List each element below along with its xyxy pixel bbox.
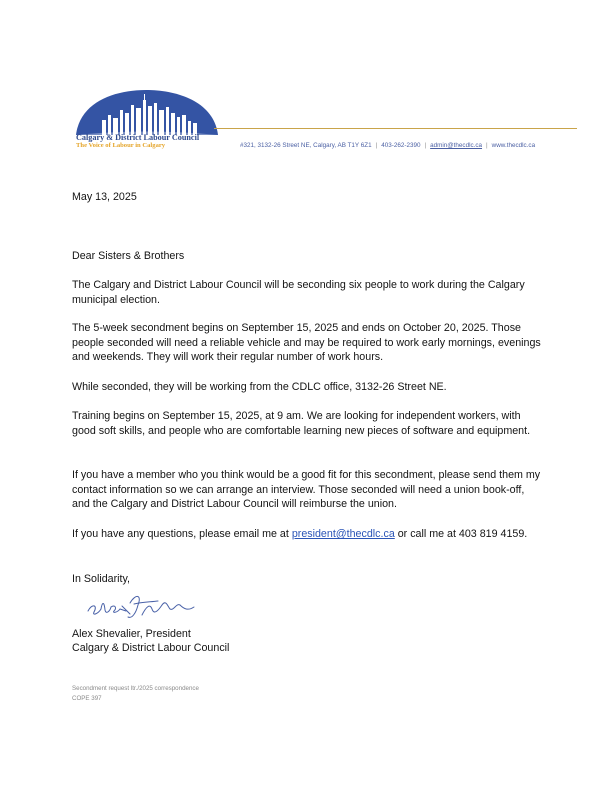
signer-org: Calgary & District Labour Council <box>72 642 230 654</box>
signer-name: Alex Shevalier, President <box>72 628 191 640</box>
org-tagline: The Voice of Labour in Calgary <box>76 142 166 149</box>
letter-date: May 13, 2025 <box>72 191 137 203</box>
org-address: #321, 3132-26 Street NE, Calgary, AB T1Y 6Z1 <box>240 142 372 149</box>
president-email-link[interactable]: president@thecdlc.ca <box>291 528 395 540</box>
paragraph: While seconded, they will be working from the CDLC office, 3132-26 Street NE. <box>72 381 447 393</box>
org-name: Calgary & District Labour Council <box>76 133 200 142</box>
separator: | <box>486 142 488 149</box>
contact-text-before: If you have any questions, please email me at <box>72 528 292 540</box>
handwritten-signature <box>84 589 202 621</box>
paragraph: The Calgary and District Labour Council will be seconding six people to work during the Calgary municipal election. <box>72 279 525 306</box>
closing: In Solidarity, <box>72 573 131 585</box>
org-email-link[interactable]: admin@thecdlc.ca <box>430 142 483 149</box>
contact-paragraph <box>72 527 542 542</box>
footer-reference: Secondment request ltr./2025 correspondence <box>72 685 199 692</box>
paragraph: The 5-week secondment begins on September 15, 2025 and ends on October 20, 2025. Those people seconded will need a reliable vehicle and may be required to work early mornings, evenings and weekends. They will work their regular number of work hours. <box>72 322 541 363</box>
letterhead-contact <box>240 142 535 149</box>
separator: | <box>375 142 378 149</box>
paragraph: If you have a member who you think would be a good fit for this secondment, please send them my contact information so we can arrange an interview. Those seconded will need a union book-off, and the Calgary and District Labour Council will reimburse the union. <box>72 469 541 510</box>
org-website-link[interactable]: www.thecdlc.ca <box>491 142 536 149</box>
paragraph: Training begins on September 15, 2025, at 9 am. We are looking for independent workers, with good soft skills, and people who are comfortable learning new pieces of software and equipment. <box>72 410 531 437</box>
cdlc-logo <box>74 88 220 136</box>
salutation: Dear Sisters & Brothers <box>72 250 185 262</box>
org-phone: 403-262-2390 <box>381 142 421 149</box>
letterhead-rule <box>214 128 577 129</box>
separator: | <box>424 142 427 149</box>
contact-text-after: or call me at 403 819 4159. <box>394 528 528 540</box>
footer-union-label: COPE 397 <box>72 695 102 702</box>
